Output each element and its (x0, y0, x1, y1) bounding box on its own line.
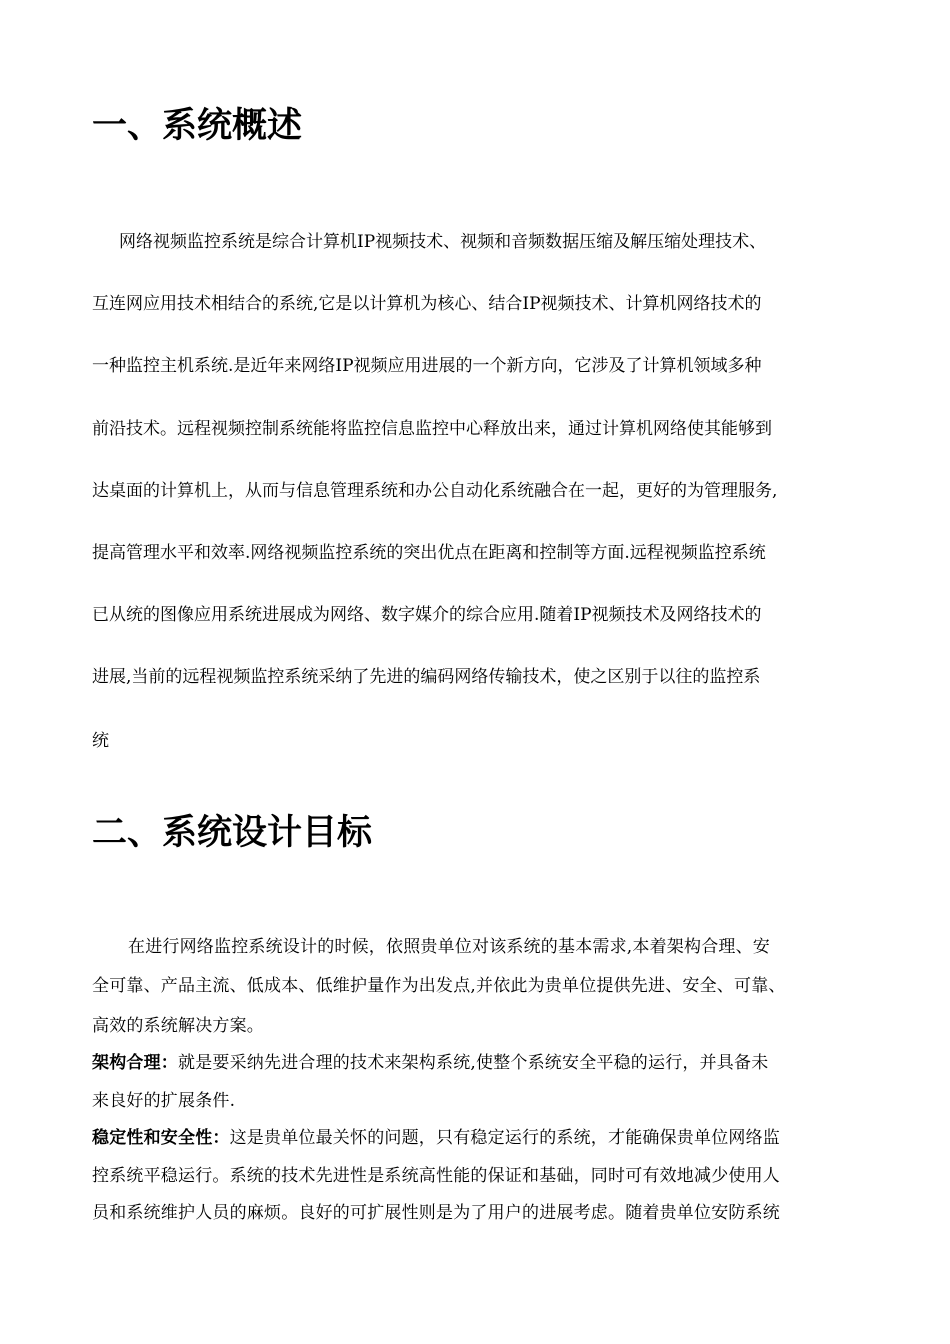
paragraph-line: 进展,当前的远程视频监控系统采纳了先进的编码网络传输技术，使之区别于以往的监控系 (92, 667, 761, 687)
paragraph-line: 达桌面的计算机上，从而与信息管理系统和办公自动化系统融合在一起，更好的为管理服务, (92, 481, 778, 501)
goal-label: 架构合理： (92, 1053, 178, 1073)
section-heading-design-goals: 二、系统设计目标 (92, 813, 373, 853)
goal-item-line (92, 1126, 780, 1150)
paragraph-line: 提高管理水平和效率.网络视频监控系统的突出优点在距离和控制等方面.远程视频监控系统 (92, 543, 766, 563)
paragraph-line: 网络视频监控系统是综合计算机IP视频技术、视频和音频数据压缩及解压缩处理技术、 (119, 232, 767, 252)
goal-text: 就是要采纳先进合理的技术来架构系统,使整个系统安全平稳的运行，并具备未 (178, 1053, 769, 1073)
paragraph-line: 控系统平稳运行。系统的技术先进性是系统高性能的保证和基础，同时可有效地减少使用人 (92, 1166, 780, 1186)
goal-text: 这是贵单位最关怀的问题，只有稳定运行的系统，才能确保贵单位网络监 (229, 1128, 781, 1148)
paragraph-line: 在进行网络监控系统设计的时候，依照贵单位对该系统的基本需求,本着架构合理、安 (128, 937, 771, 957)
paragraph-line: 员和系统维护人员的麻烦。良好的可扩展性则是为了用户的进展考虑。随着贵单位安防系统 (92, 1203, 780, 1223)
paragraph-line: 互连网应用技术相结合的系统,它是以计算机为核心、结合IP视频技术、计算机网络技术的 (92, 294, 762, 314)
section-heading-overview: 一、系统概述 (92, 106, 303, 146)
paragraph-line: 来良好的扩展条件. (92, 1091, 236, 1111)
paragraph-line: 高效的系统解决方案。 (92, 1016, 264, 1036)
paragraph-line: 一种监控主机系统.是近年来网络IP视频应用进展的一个新方向，它涉及了计算机领域多种 (92, 356, 762, 376)
paragraph-line: 已从统的图像应用系统进展成为网络、数字媒介的综合应用.随着IP视频技术及网络技术的 (92, 605, 762, 625)
paragraph-line: 统 (92, 731, 109, 751)
paragraph-line: 前沿技术。远程视频控制系统能将监控信息监控中心释放出来，通过计算机网络使其能够到 (92, 419, 772, 439)
goal-item-line (92, 1051, 768, 1075)
goal-label: 稳定性和安全性： (92, 1128, 230, 1148)
paragraph-line: 全可靠、产品主流、低成本、低维护量作为出发点,并依此为贵单位提供先进、安全、可靠、 (92, 976, 786, 996)
